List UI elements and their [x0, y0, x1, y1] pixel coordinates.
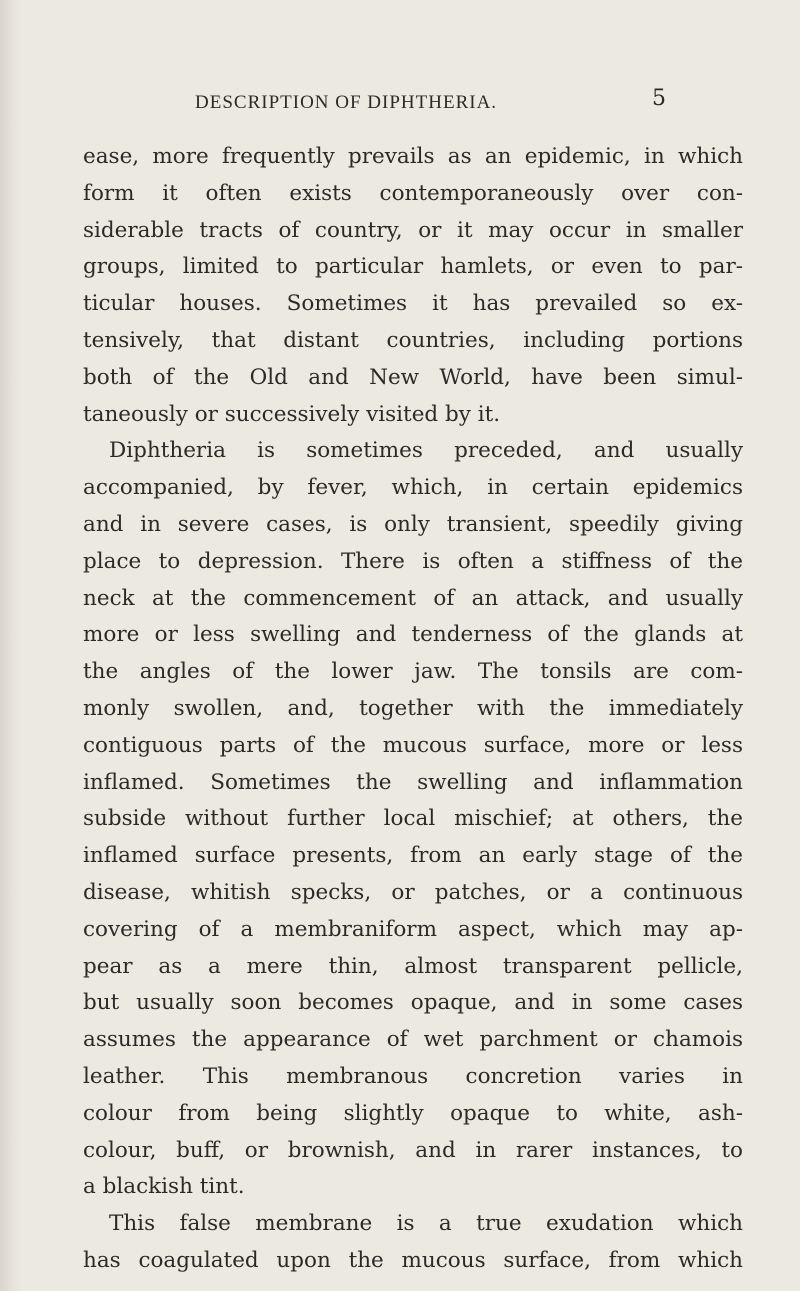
text-line: a blackish tint. — [83, 1174, 245, 1200]
text-line: inflamed. Sometimes the swelling and inflammation — [83, 769, 743, 795]
text-line: This false membrane is a true exudation which — [109, 1211, 743, 1237]
text-line: neck at the commencement of an attack, and usually — [83, 585, 743, 611]
text-line: but usually soon becomes opaque, and in some cases — [83, 990, 743, 1016]
text-line: assumes the appearance of wet parchment or chamois — [83, 1027, 743, 1053]
text-line: colour from being slightly opaque to white, ash- — [83, 1100, 743, 1126]
text-line: accompanied, by fever, which, in certain epidemics — [83, 475, 743, 501]
text-line: tensively, that distant countries, including portions — [83, 327, 743, 353]
page-edge-shadow — [0, 0, 22, 1291]
text-line: disease, whitish specks, or patches, or a continuous — [83, 879, 743, 905]
text-line: leather. This membranous concretion varies in — [83, 1063, 743, 1089]
page-header — [0, 86, 800, 122]
text-line: the angles of the lower jaw. The tonsils are com- — [83, 659, 743, 685]
running-head: DESCRIPTION OF DIPHTHERIA. — [195, 92, 498, 113]
text-line: pear as a mere thin, almost transparent pellicle, — [83, 953, 743, 979]
text-line: subside without further local mischief; at others, the — [83, 806, 743, 832]
text-line: siderable tracts of country, or it may occur in smaller — [83, 217, 743, 243]
text-line: colour, buff, or brownish, and in rarer instances, to — [83, 1137, 743, 1163]
text-line: inflamed surface presents, from an early stage of the — [83, 843, 743, 869]
text-line: has coagulated upon the mucous surface, from which — [83, 1247, 743, 1273]
text-line: contiguous parts of the mucous surface, more or less — [83, 732, 743, 758]
text-line: groups, limited to particular hamlets, or even to par- — [83, 254, 743, 280]
page-number: 5 — [652, 86, 666, 111]
text-line: ease, more frequently prevails as an epidemic, in which — [83, 144, 743, 169]
text-line: both of the Old and New World, have been simul- — [83, 364, 743, 390]
text-line: monly swollen, and, together with the immediately — [83, 695, 743, 721]
text-line: taneously or successively visited by it. — [83, 401, 501, 427]
text-line: form it often exists contemporaneously over con- — [83, 180, 743, 206]
text-line: place to depression. There is often a stiffness of the — [83, 548, 743, 574]
text-line: ticular houses. Sometimes it has prevailed so ex- — [83, 291, 743, 317]
text-line: and in severe cases, is only transient, speedily giving — [83, 511, 743, 537]
text-line: more or less swelling and tenderness of the glands at — [83, 622, 743, 648]
text-line: covering of a membraniform aspect, which may ap- — [83, 916, 743, 942]
text-line: Diphtheria is sometimes preceded, and usually — [109, 438, 743, 464]
body-text — [83, 139, 743, 1280]
